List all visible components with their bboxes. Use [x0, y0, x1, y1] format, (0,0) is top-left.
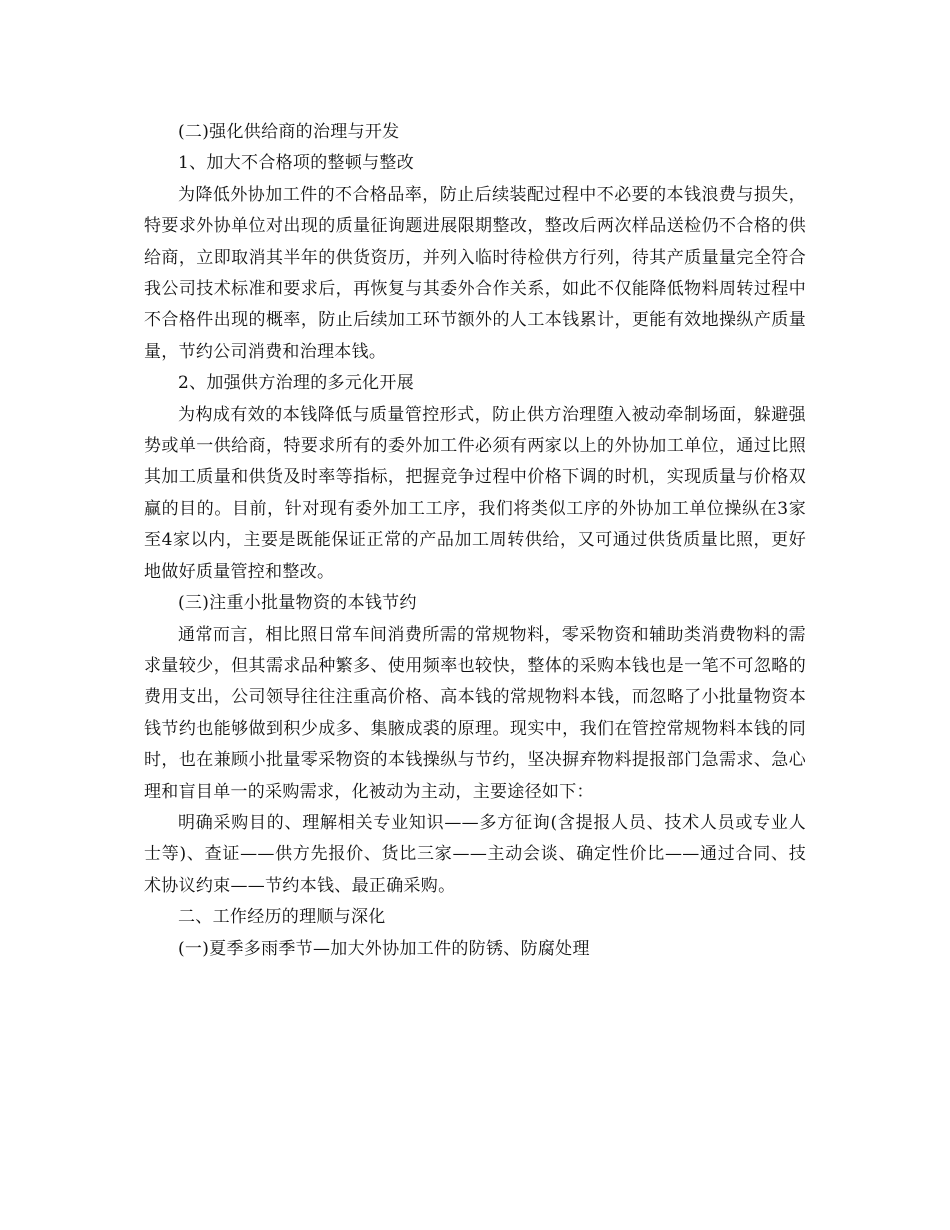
paragraph-procurement-steps: 明确采购目的、理解相关专业知识——多方征询(含提报人员、技术人员或专业人士等)、查证——供方先报价、货比三家——主动会谈、确定性价比——通过合同、技术协议约束——节约本钱、最正确采购。: [144, 812, 806, 896]
document-body: [144, 117, 806, 965]
paragraph-diversification: 为构成有效的本钱降低与质量管控形式，防止供方治理堕入被动牵制场面，躲避强势或单一供给商，特要求所有的委外加工件必须有两家以上的外协加工单位，通过比照其加工质量和供货及时率等指标，把握竞争过程中价格下调的时机，实现质量与价格双赢的目的。目前，针对现有委外加工工序，我们将类似工序的外协加工单位操纵在3家至4家以内，主要是既能保证正常的产品加工周转供给，又可通过供货质量比照，更好地做好质量管控和整改。: [144, 404, 806, 582]
subheading-supplier-diversification: 2、加强供方治理的多元化开展: [178, 373, 415, 394]
section-heading-small-batch-cost: (三)注重小批量物资的本钱节约: [178, 593, 417, 614]
section-heading-work-experience: 二、工作经历的理顺与深化: [178, 907, 386, 928]
paragraph-rectification: 为降低外协加工件的不合格品率，防止后续装配过程中不必要的本钱浪费与损失，特要求外协单位对出现的质量征询题进展限期整改，整改后两次样品送检仍不合格的供给商，立即取消其半年的供货资历，并列入临时待检供方行列，待其产质量量完全符合我公司技术标准和要求后，再恢复与其委外合作关系，如此不仅能降低物料周转过程中不合格件出现的概率，防止后续加工环节额外的人工本钱累计，更能有效地操纵产质量量，节约公司消费和治理本钱。: [144, 184, 806, 362]
paragraph-small-batch: 通常而言，相比照日常车间消费所需的常规物料，零采物资和辅助类消费物料的需求量较少，但其需求品种繁多、使用频率也较快，整体的采购本钱也是一笔不可忽略的费用支出，公司领导往往注重高价格、高本钱的常规物料本钱，而忽略了小批量物资本钱节约也能够做到积少成多、集腋成裘的原理。现实中，我们在管控常规物料本钱的同时，也在兼顾小批量零采物资的本钱操纵与节约，坚决摒弃物料提报部门急需求、急心理和盲目单一的采购需求，化被动为主动，主要途径如下：: [144, 624, 806, 802]
subheading-rainy-season: (一)夏季多雨季节—加大外协加工件的防锈、防腐处理: [178, 938, 590, 959]
subheading-nonconformity-rectification: 1、加大不合格项的整顿与整改: [178, 153, 415, 174]
section-heading-supplier-management: (二)强化供给商的治理与开发: [178, 122, 400, 142]
